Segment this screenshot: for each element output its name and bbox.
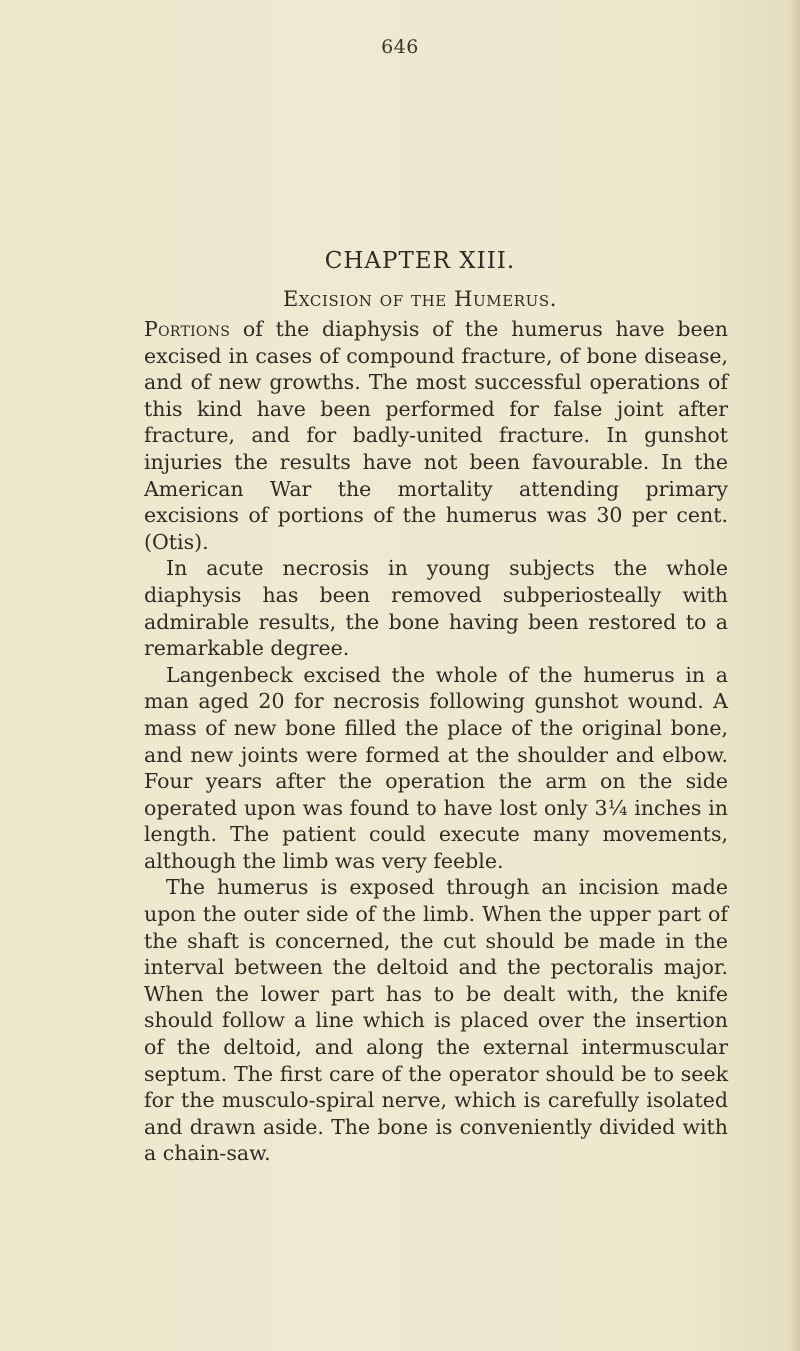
paragraph-3: Langenbeck excised the whole of the humerus in a man aged 20 for necrosis following gunshot wound. A mass of new bone filled the place of the original bone, and new joints were formed at the shoulder and elbow. Four years after the operation the arm on the side operated upon was found to have lost only 3¼ inches in length. The patient could execute many movements, although the limb was very feeble. — [144, 662, 728, 873]
body-text — [144, 316, 728, 1167]
paragraph-lead-word: Portions — [144, 317, 231, 341]
chapter-title: CHAPTER XIII. — [324, 248, 516, 274]
paragraph-1 — [144, 316, 728, 555]
page-edge-shadow — [790, 0, 800, 1351]
section-title: Excision of the Humerus. — [282, 287, 558, 311]
page-number: 646 — [381, 36, 419, 58]
paragraph-2: In acute necrosis in young subjects the whole diaphysis has been removed subperiosteally with admirable results, the bone having been restored to a remarkable degree. — [144, 556, 728, 661]
paragraph-4: The humerus is exposed through an incision made upon the outer side of the limb. When the upper part of the shaft is concerned, the cut should be made in the interval between the deltoid and the pectoralis major. When the lower part has to be dealt with, the knife should follow a line which is placed over the insertion of the deltoid, and along the external intermuscular septum. The first care of the operator should be to seek for the musculo-spiral nerve, which is carefully isolated and drawn aside. The bone is conveniently divided with a chain-saw. — [144, 875, 728, 1166]
paragraph-1-text: of the diaphysis of the humerus have been excised in cases of compound fracture, of bone disease, and of new growths. The most successful operations of this kind have been performed for false joint after fracture, and for badly-united fracture. In gunshot injuries the results have not been favourable. In the American War the mortality attending primary excisions of portions of the humerus was 30 per cent. (Otis). — [144, 317, 728, 554]
